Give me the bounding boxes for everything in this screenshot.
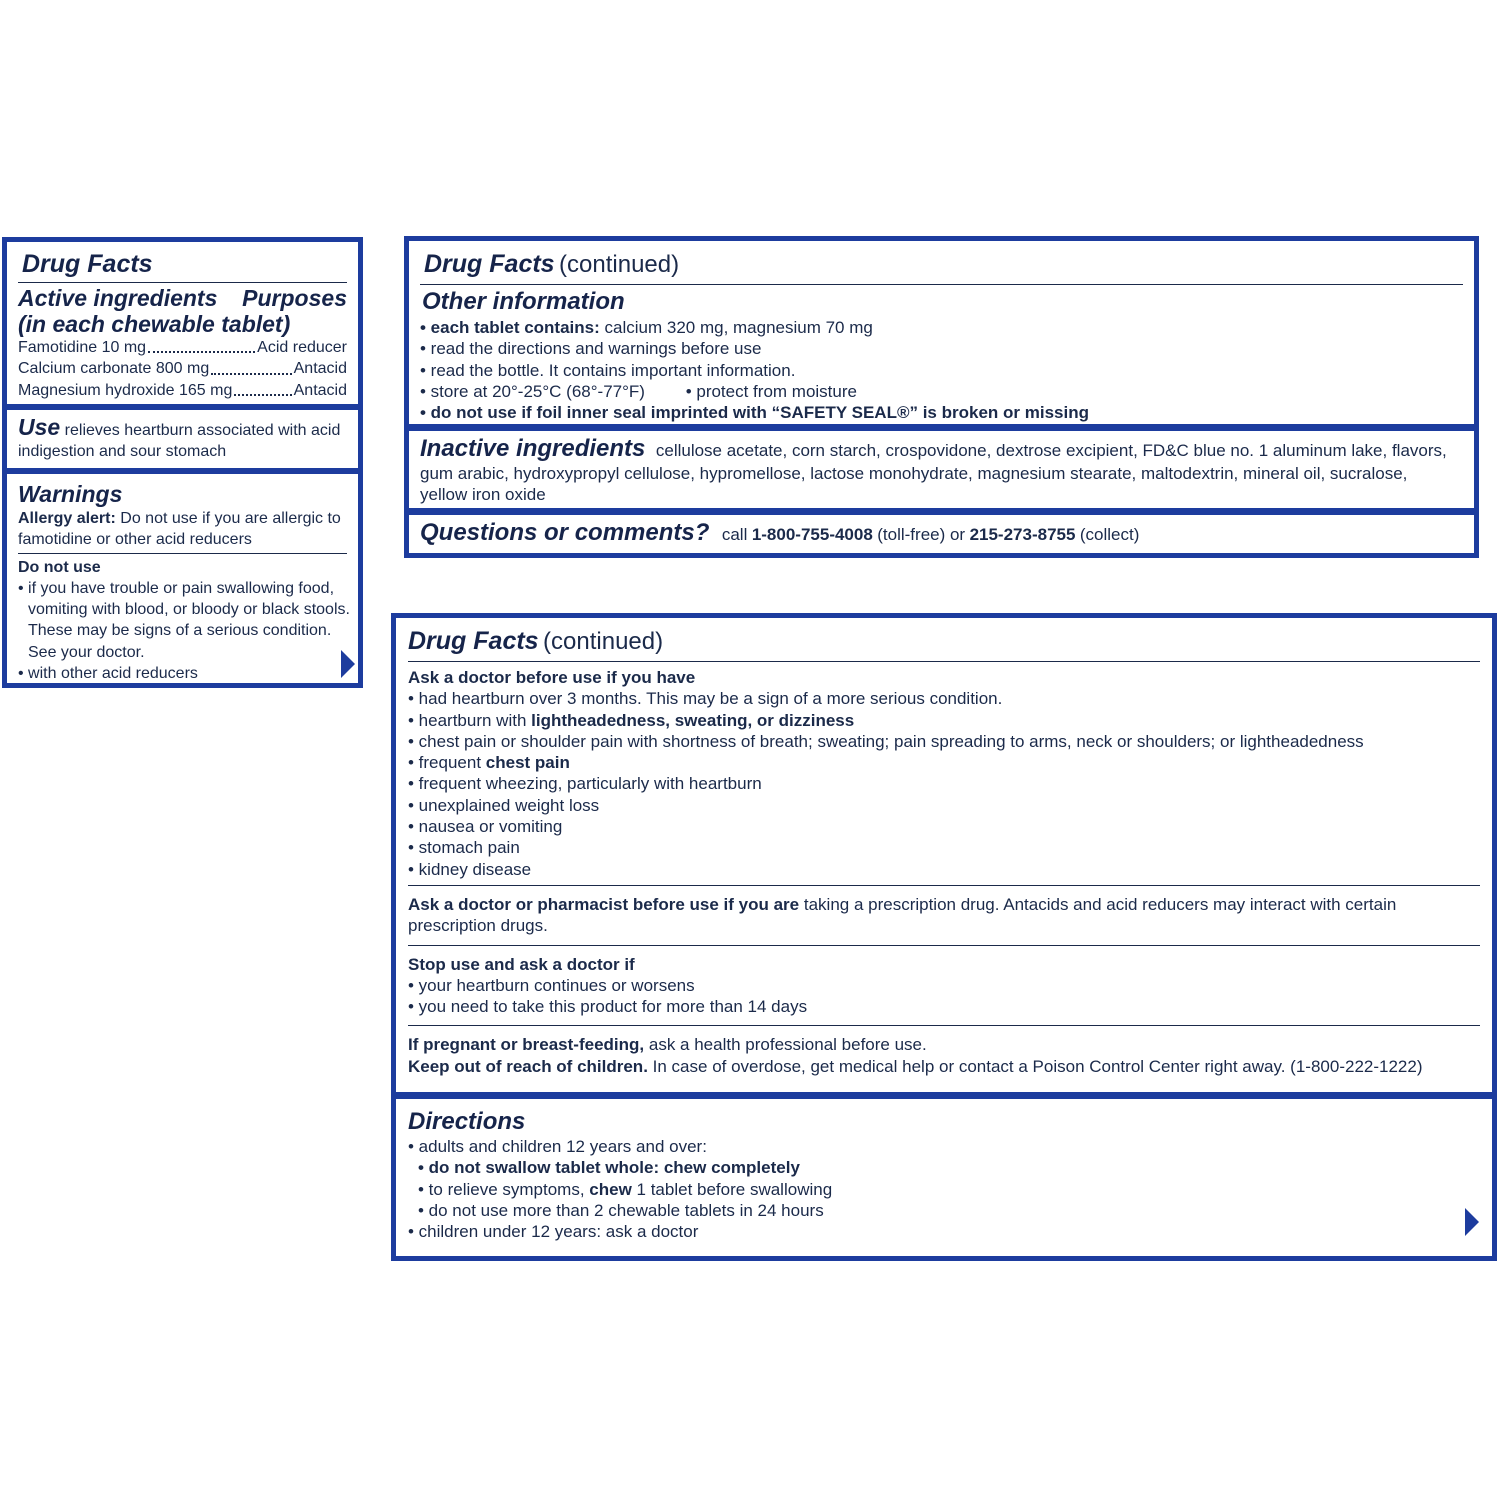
ask-doctor-heading: Ask a doctor before use if you have	[408, 668, 696, 687]
ingredient-purpose: Antacid	[293, 381, 347, 399]
stop-use-heading: Stop use and ask a doctor if	[408, 954, 635, 974]
ingredient-row	[18, 380, 347, 401]
do-not-use-item: • if you have trouble or pain swallowing food,	[18, 579, 335, 597]
protect-text: • protect from moisture	[685, 381, 857, 401]
each-tablet-text: calcium 320 mg, magnesium 70 mg	[604, 318, 873, 337]
do-not-use-list	[18, 578, 350, 684]
continued-label: (continued)	[543, 628, 664, 655]
questions-call: call	[721, 525, 748, 544]
ask-doctor-item	[408, 859, 1480, 880]
ingredient-purpose: Acid reducer	[257, 339, 347, 356]
continue-arrow-icon	[341, 650, 355, 678]
directions-line-end: 1 tablet before swallowing	[631, 1179, 833, 1199]
keep-out-text: In case of overdose, get medical help or contact a Poison Control Center right away. (1-800-222-1222)	[652, 1056, 1423, 1076]
inactive-ingredients-text: cellulose acetate, corn starch, crospovidone, dextrose excipient, FD&C blue no. 1 aluminum lake, flavors,	[655, 441, 1447, 460]
do-not-use-heading: Do not use	[18, 558, 101, 576]
ask-doctor-item-text: • nausea or vomiting	[408, 817, 563, 837]
title-rule	[420, 284, 1463, 285]
other-information-section	[409, 241, 1474, 424]
ingredient-name: Calcium carbonate 800 mg	[18, 360, 210, 378]
stop-use-item: • you need to take this product for more than 14 days	[408, 997, 808, 1017]
ingredient-name: Magnesium hydroxide 165 mg	[18, 381, 233, 399]
questions-heading: Questions or comments?	[420, 519, 710, 546]
directions-line: • children under 12 years: ask a doctor	[408, 1222, 699, 1242]
use-section	[7, 410, 358, 468]
panel-title: Drug Facts	[22, 250, 153, 278]
pregnant-label: If pregnant or breast-feeding,	[408, 1035, 645, 1055]
ask-doctor-item	[408, 752, 1480, 773]
questions-section	[409, 515, 1474, 553]
stop-use-item: • your heartburn continues or worsens	[408, 975, 695, 995]
ingredient-row	[18, 358, 347, 379]
allergy-alert-text: Do not use if you are allergic to	[120, 510, 341, 527]
ask-doctor-item-bold: chest pain	[485, 753, 570, 773]
dotted-leader	[234, 380, 291, 396]
ask-doctor-item	[408, 795, 1480, 816]
ingredient-row	[18, 337, 347, 358]
ask-doctor-item	[408, 710, 1480, 731]
pregnant-text: ask a health professional before use.	[648, 1035, 927, 1055]
directions-heading: Directions	[408, 1108, 526, 1135]
use-heading: Use	[18, 414, 61, 440]
inactive-ingredients-text-cont: yellow iron oxide	[420, 485, 546, 505]
inactive-ingredients-text-cont: gum arabic, hydroxypropyl cellulose, hypromellose, lactose monohydrate, magnesium stearate, maltodextrin, mineral oil, sucralose,	[420, 464, 1408, 483]
drug-facts-panel-left	[2, 237, 363, 688]
directions-section	[396, 1099, 1492, 1256]
ask-doctor-item	[408, 688, 1480, 709]
ask-doctor-item-text: • unexplained weight loss	[408, 795, 600, 815]
ask-doctor-item	[408, 837, 1480, 858]
directions-line: • to relieve symptoms,	[418, 1179, 590, 1199]
inactive-ingredients-heading: Inactive ingredients	[420, 435, 646, 462]
continue-arrow-icon	[1465, 1208, 1479, 1236]
ask-pharmacist-text: taking a prescription drug. Antacids and acid reducers may interact with certain	[803, 894, 1397, 914]
ingredient-name: Famotidine 10 mg	[18, 339, 147, 356]
dotted-leader	[148, 337, 255, 353]
phone-toll-free: 1-800-755-4008	[751, 525, 873, 544]
warnings-rule	[18, 553, 347, 554]
warnings-continued-section	[396, 618, 1492, 1092]
other-information-heading: Other information	[422, 288, 625, 315]
use-text-cont: indigestion and sour stomach	[18, 443, 227, 461]
collect-label: (collect)	[1079, 525, 1140, 544]
continued-label: (continued)	[559, 251, 680, 278]
ask-pharmacist-heading: Ask a doctor or pharmacist before use if you are	[408, 894, 800, 914]
ingredient-purpose: Antacid	[293, 360, 347, 378]
do-not-use-item: vomiting with blood, or bloody or black stools.	[28, 601, 350, 619]
section-rule	[408, 945, 1480, 946]
allergy-alert-text-cont: famotidine or other acid reducers	[18, 531, 252, 549]
other-info-line: • read the bottle. It contains important information.	[420, 360, 796, 380]
safety-seal-warning: • do not use if foil inner seal imprinted with “SAFETY SEAL®” is broken or missing	[420, 403, 1089, 423]
section-rule	[408, 885, 1480, 886]
inactive-ingredients-section	[409, 431, 1474, 508]
ask-pharmacist-text-cont: prescription drugs.	[408, 916, 548, 936]
allergy-alert-label: Allergy alert:	[18, 510, 116, 527]
use-text: relieves heartburn associated with acid	[64, 422, 341, 439]
ask-doctor-item-text: • frequent	[408, 753, 486, 773]
each-tablet-label: • each tablet contains:	[420, 318, 600, 337]
ask-doctor-item-text: • had heartburn over 3 months. This may be a sign of a more serious condition.	[408, 689, 1003, 709]
ask-doctor-item-text: • chest pain or shoulder pain with shortness of breath; sweating; pain spreading to arms, neck or shoulders; or lightheadedness	[408, 731, 1364, 751]
ask-doctor-item-bold: lightheadedness, sweating, or dizziness	[531, 710, 855, 730]
do-not-use-item: See your doctor.	[28, 643, 145, 661]
ask-doctor-item-text: • kidney disease	[408, 859, 532, 879]
ask-doctor-item	[408, 731, 1480, 752]
warnings-heading: Warnings	[18, 481, 123, 507]
toll-free-label: (toll-free) or	[877, 525, 966, 544]
title-rule	[408, 661, 1480, 662]
store-text: • store at 20°-25°C (68°-77°F)	[420, 381, 645, 401]
drug-facts-panel-bottom	[391, 613, 1497, 1261]
do-not-use-item: • with other acid reducers	[18, 665, 198, 683]
ask-doctor-item	[408, 773, 1480, 794]
active-ingredients-section	[7, 242, 358, 404]
panel-title: Drug Facts	[408, 627, 539, 655]
drug-facts-panel-top	[404, 236, 1479, 558]
do-not-use-item: These may be signs of a serious condition.	[28, 622, 332, 640]
ask-doctor-item-text: • frequent wheezing, particularly with heartburn	[408, 774, 762, 794]
other-info-line: • read the directions and warnings before use	[420, 339, 762, 359]
ask-doctor-list	[408, 688, 1480, 880]
ask-doctor-item-text: • stomach pain	[408, 838, 520, 858]
keep-out-label: Keep out of reach of children.	[408, 1056, 648, 1076]
dotted-leader	[211, 358, 291, 374]
panel-title: Drug Facts	[424, 250, 555, 278]
directions-line: • do not swallow tablet whole: chew completely	[418, 1158, 800, 1178]
warnings-section	[7, 474, 358, 683]
ingredients-list	[18, 337, 347, 401]
section-rule	[408, 1025, 1480, 1026]
ask-doctor-item-text: • heartburn with	[408, 710, 532, 730]
purposes-heading: Purposes	[242, 285, 347, 311]
directions-line: • adults and children 12 years and over:	[408, 1137, 707, 1156]
active-ingredients-heading: Active ingredients	[18, 285, 218, 311]
title-rule	[18, 282, 347, 283]
active-ingredients-subheading: (in each chewable tablet)	[18, 311, 291, 337]
phone-collect: 215-273-8755	[969, 525, 1076, 544]
directions-line: • do not use more than 2 chewable tablets in 24 hours	[418, 1200, 824, 1220]
ask-doctor-item	[408, 816, 1480, 837]
chew-bold: chew	[589, 1179, 632, 1199]
